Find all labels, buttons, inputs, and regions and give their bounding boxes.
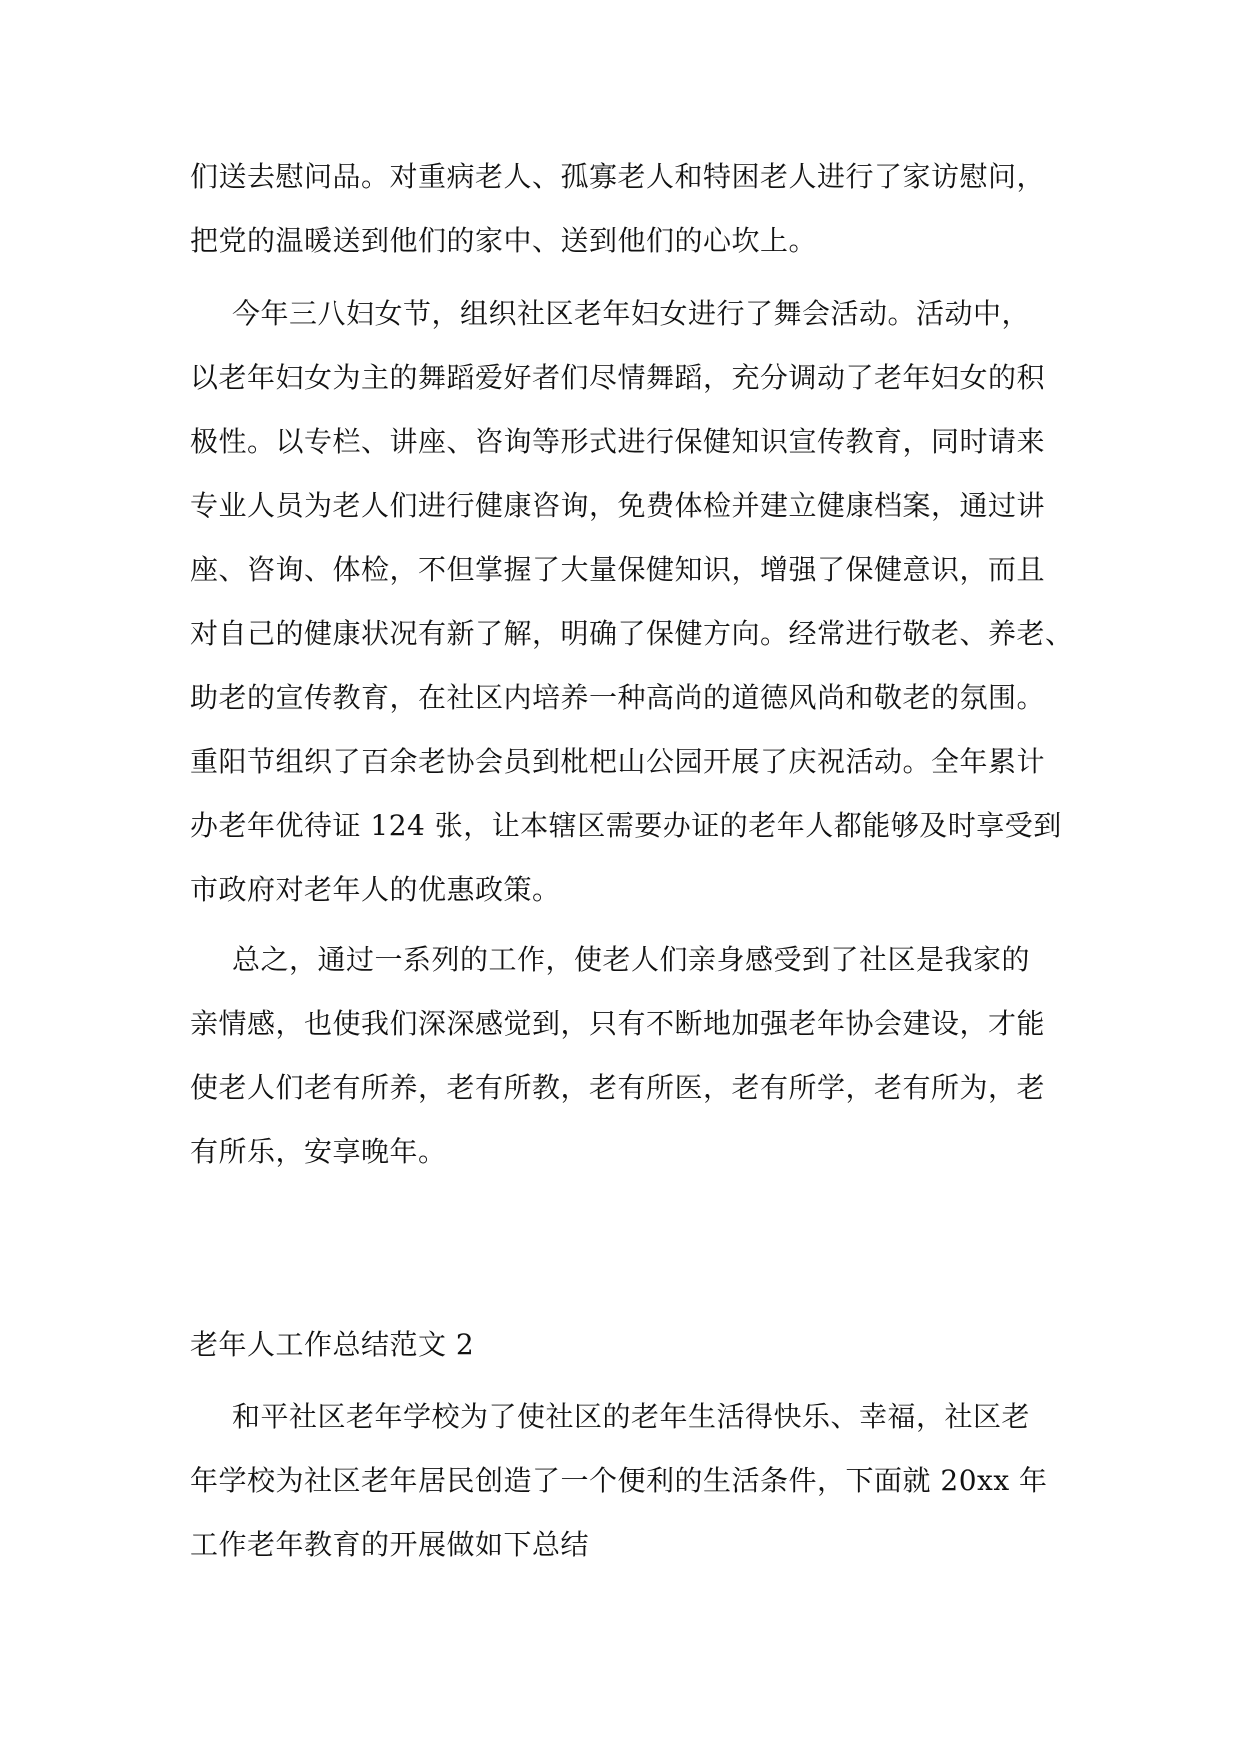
text-line: 助老的宣传教育，在社区内培养一种高尚的道德风尚和敬老的氛围。 (190, 681, 1046, 714)
text-line: 总之，通过一系列的工作，使老人们亲身感受到了社区是我家的 (232, 943, 1031, 976)
paragraph-intro (190, 1385, 1060, 1577)
text-line: 专业人员为老人们进行健康咨询，免费体检并建立健康档案，通过讲 (190, 489, 1046, 522)
text-line: 办老年优待证 124 张，让本辖区需要办证的老年人都能够及时享受到 (190, 809, 1062, 842)
text-line: 们送去慰问品。对重病老人、孤寡老人和特困老人进行了家访慰问， (190, 160, 1046, 193)
text-line: 以老年妇女为主的舞蹈爱好者们尽情舞蹈，充分调动了老年妇女的积 (190, 361, 1046, 394)
paragraph-conclusion (190, 928, 1060, 1184)
text-line: 今年三八妇女节，组织社区老年妇女进行了舞会活动。活动中， (232, 297, 1031, 330)
text-line: 有所乐，安享晚年。 (190, 1135, 447, 1168)
text-line: 座、咨询、体检，不但掌握了大量保健知识，增强了保健意识，而且 (190, 553, 1046, 586)
text-line: 重阳节组织了百余老协会员到枇杷山公园开展了庆祝活动。全年累计 (190, 745, 1046, 778)
text-line: 工作老年教育的开展做如下总结 (190, 1528, 590, 1561)
paragraph-womens-day (190, 282, 1074, 922)
section-heading: 老年人工作总结范文 2 (190, 1328, 475, 1361)
text-line: 市政府对老年人的优惠政策。 (190, 873, 561, 906)
text-line: 和平社区老年学校为了使社区的老年生活得快乐、幸福，社区老 (232, 1400, 1031, 1433)
text-line: 使老人们老有所养，老有所教，老有所医，老有所学，老有所为，老 (190, 1071, 1046, 1104)
text-line: 对自己的健康状况有新了解，明确了保健方向。经常进行敬老、养老、 (190, 617, 1074, 650)
paragraph-continuation (190, 145, 1060, 273)
text-line: 年学校为社区老年居民创造了一个便利的生活条件，下面就 20xx 年 (190, 1464, 1048, 1497)
text-line: 把党的温暖送到他们的家中、送到他们的心坎上。 (190, 224, 818, 257)
text-line: 亲情感，也使我们深深感觉到，只有不断地加强老年协会建设，才能 (190, 1007, 1046, 1040)
text-line: 极性。以专栏、讲座、咨询等形式进行保健知识宣传教育，同时请来 (190, 425, 1046, 458)
